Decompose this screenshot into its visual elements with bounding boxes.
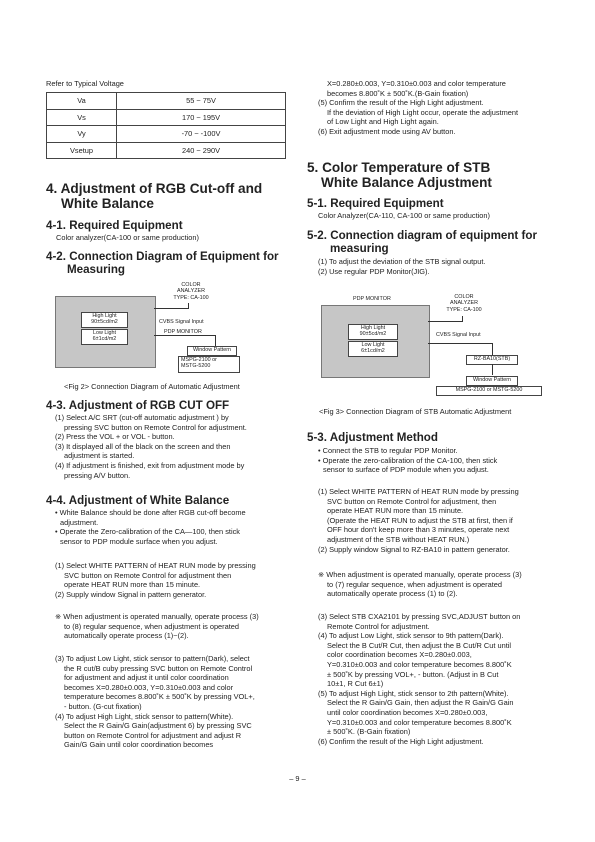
section-4-title-line2: White Balance <box>61 196 154 211</box>
text-line: • Operate the Zero-calibration of the CA—100, then stick <box>55 527 240 537</box>
text-line: until color coordination becomes X=0.280±0.003, <box>327 707 488 717</box>
text-line: (2) Supply window Signal in pattern generator. <box>55 589 207 599</box>
analyzer-cable <box>154 308 188 309</box>
text-line: (4) To adjust Low Light, stick sensor to 9th pattern(Dark). <box>318 631 504 641</box>
figure-2-diagram <box>55 282 285 372</box>
section-4-3-body <box>55 413 305 480</box>
pdp-monitor-label: PDP MONITOR <box>164 329 202 335</box>
text-line: ± 500˚K by pressing VOL+, - button. (Adjust in B Cut <box>327 669 499 679</box>
text-line: to (8) regular sequence, when adjustment is operated <box>64 621 240 631</box>
low-light-value: 6±1cd/m2 <box>92 336 117 343</box>
text-line: the R cut/B cuby pressing SVC button on Remote Control <box>64 663 253 673</box>
section-5-3-steps-b <box>318 612 568 746</box>
section-4-1-title: 4-1. Required Equipment <box>46 219 183 232</box>
signal-cable-riser <box>492 343 493 355</box>
section-4-4-steps-a <box>55 561 305 599</box>
voltage-value: -70 ~ -100V <box>117 126 286 143</box>
text-line: of Low Light and High Light again. <box>327 117 439 127</box>
window-pattern-box: Window Pattern <box>187 346 237 356</box>
text-line: (6) Exit adjustment mode using AV button. <box>318 126 456 136</box>
text-line: for adjustment and adjust it until color coordination <box>64 673 229 683</box>
section-4-4-steps-b <box>55 654 305 750</box>
voltage-value: 170 ~ 195V <box>117 109 286 126</box>
section-5-3-title: 5-3. Adjustment Method <box>307 431 438 444</box>
voltage-value: 240 ~ 290V <box>117 142 286 159</box>
cvbs-label: CVBS Signal Input <box>436 332 481 338</box>
text-line: becomes 8.800˚K ± 500˚K.(B-Gain fixation) <box>327 88 469 98</box>
text-line: operate HEAT RUN more than 15 minute. <box>327 506 464 516</box>
low-light-label: Low Light <box>92 330 117 336</box>
section-5-1-title: 5-1. Required Equipment <box>307 197 444 210</box>
high-light-label: High Light <box>360 325 386 331</box>
text-line: (2) Supply window Signal to RZ-BA10 in pattern generator. <box>318 544 510 554</box>
low-light-patch <box>81 329 128 345</box>
section-4-1-text: Color analyzer(CA-100 or same production) <box>56 233 199 242</box>
text-line: sensor to surface of PDP module when you adjust. <box>323 465 489 475</box>
text-line: automatically operate process (1) to (2). <box>327 589 458 599</box>
analyzer-line2: ANALYZER <box>449 300 479 307</box>
text-line: (1) Select A/C SRT (cut-off automatic adjustment ) by <box>55 413 229 422</box>
low-light-label: Low Light <box>361 342 385 348</box>
text-line: (5) Confirm the result of the High Light adjustment. <box>318 98 484 108</box>
text-line: Select the R Gain/G Gain, then adjust the R Gain/G Gain <box>327 698 514 708</box>
section-4-3-title: 4-3. Adjustment of RGB CUT OFF <box>46 399 230 412</box>
text-line: adjustment. <box>60 517 99 527</box>
voltage-label: Vs <box>47 109 117 126</box>
text-line: ※ When adjustment is operated manually, operate process (3) <box>318 570 522 579</box>
text-line: operate HEAT RUN more than 15 minute. <box>64 580 201 590</box>
high-light-value: 90±5cd/m2 <box>359 331 387 338</box>
text-line: sensor to PDP module surface when you adjust. <box>60 536 218 546</box>
text-line: - button. (G-cut fixation) <box>64 701 142 711</box>
text-line: Select the B Cut/R Cut, then adjust the B Cut/R Cut until <box>327 640 512 650</box>
text-line: (4) If adjustment is finished, exit from adjustment mode by <box>55 460 245 470</box>
text-line: (3) To adjust Low Light, stick sensor to pattern(Dark), select <box>55 654 250 663</box>
text-line: adjustment is started. <box>64 451 135 461</box>
high-light-label: High Light <box>92 313 117 319</box>
text-line: OFF hour don't keep more than 3 minutes, operate next <box>327 525 510 535</box>
text-line: to (7) regular sequence, when adjustment is operated <box>327 579 503 589</box>
table-row <box>47 126 286 143</box>
text-line: X=0.280±0.003, Y=0.310±0.003 and color temperature <box>327 79 506 88</box>
section-5-2-title-line2: measuring <box>330 242 389 255</box>
signal-cable <box>154 335 216 336</box>
window-pattern-box: Window Pattern <box>466 376 518 386</box>
stb-box: RZ-BA10(STB) <box>466 355 518 365</box>
section-4-2-title-line2: Measuring <box>67 263 125 276</box>
section-5-3-steps-a <box>318 487 568 554</box>
text-line: temperature becomes 8.800˚K ± 500˚K by pressing VOL+, <box>64 692 255 702</box>
pdp-monitor-label: PDP MONITOR <box>353 296 391 302</box>
figure-2-caption: <Fig 2> Connection Diagram of Automatic Adjustment <box>64 382 240 391</box>
text-line: ± 500˚K. (B-Gain fixation) <box>327 727 411 737</box>
text-line: • Connect the STB to regular PDP Monitor. <box>318 446 458 455</box>
analyzer-cable-riser <box>188 303 189 309</box>
table-row <box>47 142 286 159</box>
text-line: SVC button on Remote Control for adjustment, then <box>327 496 497 506</box>
color-analyzer-label <box>163 282 219 301</box>
section-4-4-bullets <box>55 508 305 546</box>
text-line: (1) Select WHITE PATTERN of HEAT RUN mode by pressing <box>55 561 256 570</box>
text-line: Y=0.310±0.003 and color temperature becomes 8.800˚K <box>327 717 512 727</box>
analyzer-line1: COLOR <box>181 282 201 288</box>
text-line: • Operate the zero-calibration of the CA-100, then stick <box>318 455 498 465</box>
text-line: (4) To adjust High Light, stick sensor to pattern(White). <box>55 711 234 721</box>
text-line: automatically operate process (1)~(2). <box>64 631 189 641</box>
figure-3-diagram <box>318 293 548 403</box>
voltage-label: Vsetup <box>47 142 117 159</box>
analyzer-cable-riser <box>462 316 463 322</box>
text-line: pressing SVC button on Remote Control for adjustment. <box>64 422 247 432</box>
analyzer-cable <box>428 321 462 322</box>
signal-cable <box>428 343 493 344</box>
signal-cable-riser <box>215 335 216 346</box>
high-light-patch <box>81 312 128 328</box>
text-line: ※ When adjustment is operated manually, operate process (3) <box>55 612 259 621</box>
analyzer-line3: TYPE: CA-100 <box>173 294 209 301</box>
section-4-2-title-line1: 4-2. Connection Diagram of Equipment for <box>46 250 279 263</box>
section-4-title-line1: 4. Adjustment of RGB Cut-off and <box>46 181 263 196</box>
text-line: (Operate the HEAT RUN to adjust the STB at first, then if <box>327 515 513 525</box>
text-line: Y=0.310±0.003 and color temperature becomes 8.800˚K <box>327 659 512 669</box>
low-light-patch <box>348 341 398 357</box>
text-line: button on Remote Control for adjustment and adjust R <box>64 730 242 740</box>
text-line: (1) Select WHITE PATTERN of HEAT RUN mode by pressing <box>318 487 519 496</box>
text-line: (5) To adjust High Light, stick sensor to 2th pattern(White). <box>318 688 509 698</box>
cvbs-label: CVBS Signal Input <box>159 319 204 325</box>
text-line: (3) It displayed all of the black on the screen and then <box>55 441 231 451</box>
text-line: pressing A/V button. <box>64 470 131 480</box>
text-line: (2) Use regular PDP Monitor(JIG). <box>318 266 430 276</box>
analyzer-line3: TYPE: CA-100 <box>446 306 482 313</box>
stb-cable <box>492 364 493 375</box>
voltage-caption: Refer to Typical Voltage <box>46 79 124 88</box>
text-line: If the deviation of High Light occur, operate the adjustment <box>327 107 519 117</box>
section-5-2-body <box>318 257 558 276</box>
analyzer-line1: COLOR <box>454 294 474 300</box>
text-line: • White Balance should be done after RGB cut-off become <box>55 508 246 517</box>
text-line: becomes X=0.280±0.003, Y=0.310±0.003 and color <box>64 682 234 692</box>
table-row <box>47 93 286 110</box>
text-line: 10±1, R Cut 6±1) <box>327 679 384 689</box>
text-line: (6) Confirm the result of the High Light adjustment. <box>318 736 484 746</box>
section-4-4-title: 4-4. Adjustment of White Balance <box>46 494 230 507</box>
text-line: (1) To adjust the deviation of the STB signal output. <box>318 257 486 266</box>
text-line: SVC button on Remote Control for adjustment then <box>64 570 232 580</box>
text-line: color coordination becomes X=0.280±0.003, <box>327 650 472 660</box>
mspg-line1: MSPG-2100 or <box>181 357 217 363</box>
text-line: (3) Select STB CXA2101 by pressing SVC,ADJUST button on <box>318 612 521 621</box>
color-analyzer-label <box>436 294 492 313</box>
section-4-4-note <box>55 612 305 641</box>
high-light-patch <box>348 324 398 340</box>
text-line: Gain/G Gain until color coordination becomes <box>64 740 214 750</box>
high-light-value: 90±5cd/m2 <box>91 319 118 326</box>
mspg-line2: MSTG-5200 <box>181 363 211 370</box>
table-row <box>47 109 286 126</box>
section-5-title-line2: White Balance Adjustment <box>321 175 492 190</box>
section-5-1-text: Color Analyzer(CA-110, CA-100 or same production) <box>318 211 490 220</box>
section-5-3-bullets <box>318 446 568 475</box>
text-line: adjustment of the STB without HEAT RUN.) <box>327 534 470 544</box>
low-light-value: 6±1cd/m2 <box>361 348 385 355</box>
section-5-title-line1: 5. Color Temperature of STB <box>307 160 491 175</box>
pattern-generator-box <box>178 356 240 373</box>
text-line: Remote Control for adjustment. <box>327 621 430 631</box>
figure-3-caption: <Fig 3> Connection Diagram of STB Automatic Adjustment <box>319 407 512 416</box>
text-line: (2) Press the VOL + or VOL - button. <box>55 432 175 442</box>
page-number: – 9 – <box>289 774 306 783</box>
section-5-3-note <box>318 570 568 599</box>
continued-steps <box>318 79 558 137</box>
section-5-2-title-line1: 5-2. Connection diagram of equipment for <box>307 229 537 242</box>
pattern-generator-box: MSPG-2100 or MSTG-5200 <box>436 386 542 396</box>
voltage-label: Vy <box>47 126 117 143</box>
voltage-table <box>46 92 286 159</box>
voltage-label: Va <box>47 93 117 110</box>
voltage-value: 55 ~ 75V <box>117 93 286 110</box>
text-line: Select the R Gain/G Gain(adjustment 6) by pressing SVC <box>64 721 252 731</box>
analyzer-line2: ANALYZER <box>176 288 206 295</box>
